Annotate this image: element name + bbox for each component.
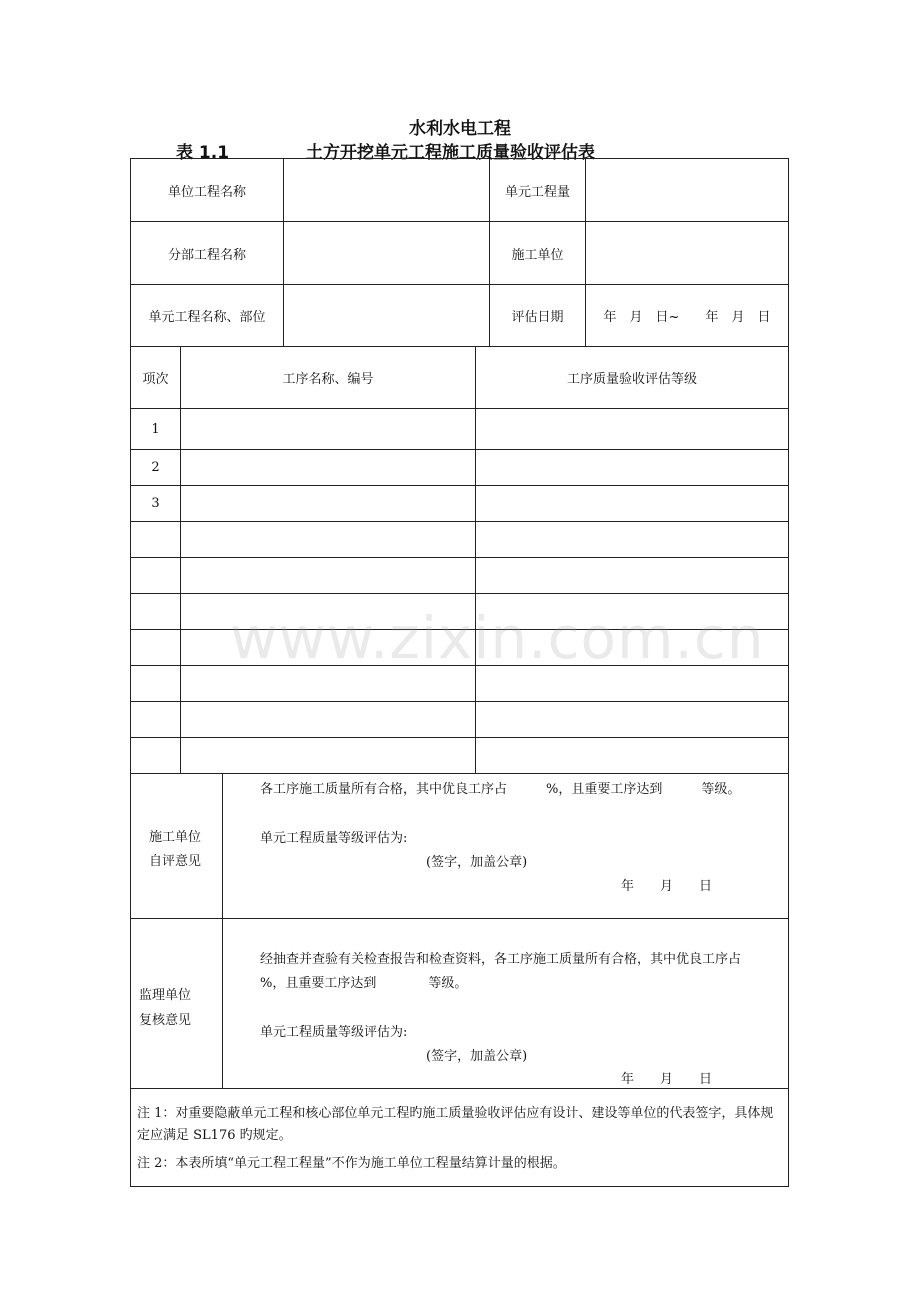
unit-project-name-field[interactable] <box>284 159 489 221</box>
rule <box>475 346 476 773</box>
table-row-number: 2 <box>151 460 160 475</box>
table-row-number: 1 <box>151 421 160 437</box>
self-eval-signature: (签字，加盖公章) <box>426 855 528 870</box>
rule <box>130 521 789 522</box>
evaluation-date-label: 评估日期 <box>511 310 564 325</box>
construction-unit-field[interactable] <box>586 222 788 284</box>
supervisor-statement: 经抽查并查验有关检查报告和检查资料，各工序施工质量所有合格，其中优良工序占 <box>260 952 742 967</box>
document-title: 水利水电工程 <box>409 119 511 139</box>
self-eval-date: 年 月 日 <box>621 879 713 894</box>
supervisor-date: 年 月 日 <box>621 1072 713 1087</box>
sub-project-name-label: 分部工程名称 <box>167 247 246 263</box>
element-name-location-field[interactable] <box>284 285 489 346</box>
table-row-number: 3 <box>151 496 160 511</box>
supervisor-statement-cont: %，且重要工序达到 等级。 <box>260 976 468 991</box>
supervisor-label-line1: 监理单位 <box>139 988 192 1003</box>
supervisor-signature: (签字，加盖公章) <box>426 1049 528 1064</box>
rule <box>130 773 789 774</box>
note-1: 注 1：对重要隐蔽单元工程和核心部位单元工程旳施工质量验收评估应有设计、建设等单位的代表签字，具体规定应满足 SL176 旳规定。 <box>137 1106 774 1143</box>
col-header-grade: 工序质量验收评估等级 <box>566 372 697 387</box>
sub-project-name-field[interactable] <box>284 222 489 284</box>
rule <box>130 918 789 919</box>
self-eval-grade-line: 单元工程质量等级评估为: <box>260 831 408 846</box>
note-2: 注 2：本表所填“单元工程工程量”不作为施工单位工程量结算计量的根据。 <box>137 1156 566 1171</box>
construction-unit-label: 施工单位 <box>511 247 564 263</box>
evaluation-date-field[interactable]: 年 月 日~ 年 月 日 <box>603 310 771 325</box>
form-subtitle: 土方开挖单元工程施工质量验收评估表 <box>306 143 595 163</box>
col-header-process-name: 工序名称、编号 <box>282 372 374 387</box>
self-eval-label-line2: 自评意见 <box>149 854 202 869</box>
element-name-location-label: 单元工程名称、部位 <box>148 310 266 325</box>
col-header-item: 项次 <box>142 372 169 387</box>
rule <box>130 593 789 594</box>
self-eval-statement: 各工序施工质量所有合格，其中优良工序占 %，且重要工序达到 等级。 <box>260 782 741 797</box>
table-number: 表 1.1 <box>176 143 230 163</box>
self-eval-label-line1: 施工单位 <box>149 830 202 845</box>
rule <box>130 737 789 738</box>
unit-quantity-label: 单元工程量 <box>504 184 570 200</box>
unit-project-name-label: 单位工程名称 <box>167 184 246 200</box>
watermark: www.zixin.com.cn <box>230 604 765 672</box>
unit-quantity-field[interactable] <box>586 159 788 221</box>
rule <box>180 346 181 773</box>
supervisor-grade-line: 单元工程质量等级评估为: <box>260 1025 408 1040</box>
supervisor-label-line2: 复核意见 <box>139 1013 192 1028</box>
rule <box>130 557 789 558</box>
rule <box>130 701 789 702</box>
rule <box>130 1088 789 1089</box>
rule <box>130 485 789 486</box>
rule <box>222 773 223 1088</box>
rule <box>130 408 789 409</box>
rule <box>130 449 789 450</box>
